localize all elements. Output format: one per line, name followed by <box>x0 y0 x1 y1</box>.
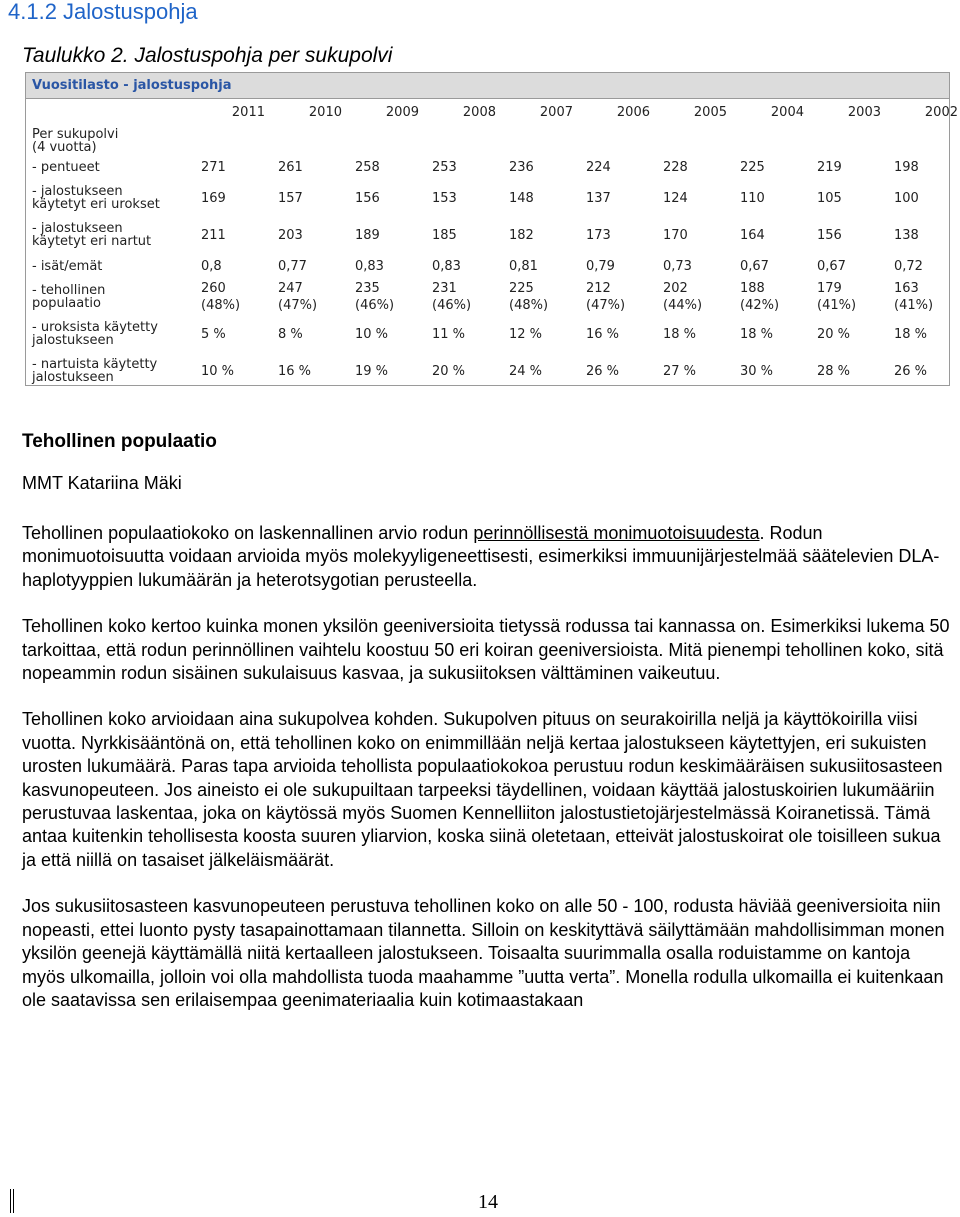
year-header-cell: 2002 <box>924 105 958 120</box>
cell-value: 156 <box>817 227 842 243</box>
table-cell <box>352 216 429 254</box>
cell-value: (42%) <box>740 298 780 313</box>
cell-value: 26 % <box>894 363 928 379</box>
table-cell <box>506 254 583 278</box>
empty-cell <box>352 126 429 155</box>
statistics-grid <box>26 99 960 390</box>
table-title: Vuositilasto - jalostuspohja <box>26 73 949 99</box>
row-label-line: - jalostukseen <box>32 221 123 236</box>
row-label <box>26 316 198 352</box>
cell-value: 24 % <box>509 363 543 379</box>
table-cell <box>275 180 352 216</box>
table-cell <box>506 352 583 390</box>
cell-value: 10 % <box>201 363 235 379</box>
diversity-link[interactable]: perinnöllisestä monimuotoisuudesta <box>473 523 760 543</box>
table-cell <box>198 155 275 180</box>
cell-value: 0,83 <box>432 258 461 274</box>
table-row <box>26 180 960 216</box>
row-label-line: populaatio <box>32 296 101 311</box>
cell-value: 188 <box>740 281 765 296</box>
cell-value: (46%) <box>355 298 395 313</box>
cell-value: 148 <box>509 190 534 206</box>
cell-value: 163 <box>894 281 919 296</box>
cell-value: (48%) <box>509 298 549 313</box>
cell-value: 16 % <box>586 326 620 342</box>
cell-value: 18 % <box>663 326 697 342</box>
cell-value: 20 % <box>817 326 851 342</box>
table-cell <box>429 278 506 316</box>
table-cell <box>583 155 660 180</box>
table-cell <box>583 278 660 316</box>
empty-cell <box>429 126 506 155</box>
empty-cell <box>275 126 352 155</box>
cell-value: 258 <box>355 160 380 175</box>
table-cell <box>891 180 960 216</box>
empty-cell <box>583 126 660 155</box>
table-cell <box>429 254 506 278</box>
year-header-cell: 2007 <box>539 105 573 120</box>
table-cell <box>506 216 583 254</box>
cell-value: 0,72 <box>894 258 923 274</box>
cell-value: 203 <box>278 227 303 243</box>
cell-value: 137 <box>586 190 611 206</box>
cell-value: 0,8 <box>201 258 222 274</box>
cell-value: 0,79 <box>586 258 615 274</box>
paragraph-4: Jos sukusiitosasteen kasvunopeuteen perustuva tehollinen koko on alle 50 - 100, rodusta häviää geeniversioita niin nopeasti, ettei luonto pysty tasapainottamaan tilannetta. Silloin on keskityttävä säilyttämään mahdollisimman monen yksilön geenejä käyttämällä niitä kertaalleen jalostukseen. Toisaalta suurimmalla osalla roduistamme on kantoja myös ulkomailla, jolloin voi olla mahdollista tuoda maahamme ”uutta verta”. Monella rodulla ulkomailla ei kuitenkaan ole saatavissa sen erilaisempaa geenimateriaalia kuin kotimaastakaan <box>22 896 945 1010</box>
margin-marker <box>10 1189 11 1213</box>
row-label-line: - uroksista käytetty <box>32 320 158 335</box>
cell-value: (48%) <box>201 298 241 313</box>
cell-value: 30 % <box>740 363 774 379</box>
cell-value: 235 <box>355 281 380 296</box>
table-cell <box>429 155 506 180</box>
year-header-cell: 2006 <box>616 105 650 120</box>
cell-value: 231 <box>432 281 457 296</box>
paragraph-1 <box>22 522 952 592</box>
table-cell <box>814 180 891 216</box>
table-cell <box>814 316 891 352</box>
table-cell <box>583 316 660 352</box>
cell-value: 105 <box>817 190 842 206</box>
cell-value: 124 <box>663 190 688 206</box>
cell-value: 169 <box>201 190 226 206</box>
cell-value: 8 % <box>278 326 303 342</box>
table-cell <box>814 155 891 180</box>
row-label <box>26 180 198 216</box>
table-row <box>26 316 960 352</box>
table-cell <box>891 278 960 316</box>
cell-value: 225 <box>740 160 765 175</box>
table-cell <box>660 316 737 352</box>
article <box>22 430 952 1035</box>
cell-value: (46%) <box>432 298 472 313</box>
page-number: 14 <box>478 1191 498 1213</box>
cell-value: 110 <box>740 190 765 206</box>
table-cell <box>660 155 737 180</box>
table-cell <box>737 155 814 180</box>
cell-value: 179 <box>817 281 842 296</box>
row-label-line: - nartuista käytetty <box>32 357 158 372</box>
row-label-line: jalostukseen <box>32 370 114 385</box>
table-cell <box>737 216 814 254</box>
row-label <box>26 352 198 390</box>
table-cell <box>429 216 506 254</box>
empty-cell <box>891 126 960 155</box>
article-author: MMT Katariina Mäki <box>22 473 182 493</box>
table-row <box>26 216 960 254</box>
row-label-line: käytetyt eri nartut <box>32 234 152 249</box>
cell-value: 212 <box>586 281 611 296</box>
row-label-line: (4 vuotta) <box>32 139 97 155</box>
table-row <box>26 352 960 390</box>
cell-value: 157 <box>278 190 303 206</box>
empty-cell <box>660 126 737 155</box>
margin-marker <box>13 1189 14 1213</box>
cell-value: 271 <box>201 160 226 175</box>
cell-value: (41%) <box>817 298 857 313</box>
cell-value: 236 <box>509 160 534 175</box>
cell-value: 253 <box>432 160 457 175</box>
table-cell <box>352 316 429 352</box>
table-cell <box>352 155 429 180</box>
empty-cell <box>814 126 891 155</box>
row-label <box>26 216 198 254</box>
table-cell <box>352 278 429 316</box>
article-heading: Tehollinen populaatio <box>22 431 217 452</box>
row-label-line: - jalostukseen <box>32 184 123 199</box>
table-cell <box>814 352 891 390</box>
table-cell <box>814 278 891 316</box>
table-cell <box>506 155 583 180</box>
row-label <box>26 126 198 155</box>
empty-cell <box>506 126 583 155</box>
paragraph-3: Tehollinen koko arvioidaan aina sukupolvea kohden. Sukupolven pituus on seurakoirilla neljä ja käyttökoirilla viisi vuotta. Nyrkkisääntönä on, että tehollinen koko on enimmillään neljä kertaa jalostukseen käytettyjen, eri sukuisten urosten lukumäärä. Paras tapa arvioida tehollista populaatiokokoa perustuu rodun keskimääräisen sukusiitosasteen kasvunopeuteen. Jos aineisto ei ole sukupuiltaan tarpeeksi täydellinen, voidaan käyttää jalostuskoirien lukumääriin perustuvaa laskentaa, joka on käytössä myös Suomen Kennelliiton jalostustietojärjestelmässä Koiranetissä. Tämä antaa kuitenkin tehollisesta koosta suuren yliarvion, koska siinä oletetaan, etteivät jalostuskoirat ole toisilleen sukua ja että niillä on tasaiset jälkeläismäärät. <box>22 709 943 870</box>
table-cell <box>352 254 429 278</box>
cell-value: 0,81 <box>509 258 538 274</box>
cell-value: 26 % <box>586 363 620 379</box>
row-label-line: Per sukupolvi <box>32 126 119 142</box>
table-cell <box>275 254 352 278</box>
table-cell <box>275 316 352 352</box>
year-header-cell: 2003 <box>847 105 881 120</box>
table-cell <box>198 180 275 216</box>
table-cell <box>660 180 737 216</box>
row-label-line: - isät/emät <box>32 258 103 274</box>
cell-value: (47%) <box>586 298 626 313</box>
cell-value: 228 <box>663 160 688 175</box>
table-cell <box>583 254 660 278</box>
cell-value: 219 <box>817 160 842 175</box>
table-cell <box>660 216 737 254</box>
cell-value: 5 % <box>201 326 226 342</box>
table-cell <box>737 254 814 278</box>
table-cell <box>660 254 737 278</box>
cell-value: 12 % <box>509 326 543 342</box>
paragraph-1-rest: . Rodun monimuotoisuutta voidaan arvioida myös molekyyligeneettisesti, esimerkiksi immuunijärjestelmää säätelevien DLA-haplotyyppien lukumäärän ja heterotsygotian perusteella. <box>22 523 940 590</box>
table-cell <box>891 155 960 180</box>
cell-value: 0,67 <box>817 258 846 274</box>
table-cell <box>506 316 583 352</box>
table-cell <box>891 254 960 278</box>
breeding-statistics-table <box>25 72 958 386</box>
cell-value: 18 % <box>740 326 774 342</box>
cell-value: 18 % <box>894 326 928 342</box>
table-cell <box>891 316 960 352</box>
table-cell <box>660 278 737 316</box>
empty-cell <box>198 126 275 155</box>
row-label-line: - pentueet <box>32 160 100 175</box>
cell-value: 0,77 <box>278 258 307 274</box>
cell-value: 173 <box>586 227 611 243</box>
table-cell <box>583 216 660 254</box>
table-row <box>26 155 960 180</box>
generation-label-row <box>26 126 960 155</box>
table-cell <box>814 216 891 254</box>
table-cell <box>198 216 275 254</box>
table-cell <box>275 352 352 390</box>
row-label-line: käytetyt eri urokset <box>32 197 160 212</box>
year-header-cell: 2009 <box>385 105 419 120</box>
table-cell <box>429 352 506 390</box>
table-cell <box>352 352 429 390</box>
row-label-line: - tehollinen <box>32 283 106 298</box>
table-cell <box>198 352 275 390</box>
row-label <box>26 278 198 316</box>
paragraph-1-text: Tehollinen populaatiokoko on laskennallinen arvio rodun <box>22 523 474 543</box>
cell-value: 182 <box>509 227 534 243</box>
table-cell <box>275 155 352 180</box>
table-cell <box>198 254 275 278</box>
section-heading: 4.1.2 Jalostuspohja <box>8 0 198 24</box>
cell-value: (41%) <box>894 298 934 313</box>
table-cell <box>506 180 583 216</box>
table-cell <box>660 352 737 390</box>
cell-value: 260 <box>201 281 226 296</box>
cell-value: 10 % <box>355 326 389 342</box>
cell-value: 0,73 <box>663 258 692 274</box>
cell-value: 156 <box>355 190 380 206</box>
table-cell <box>429 180 506 216</box>
cell-value: 11 % <box>432 326 466 342</box>
year-header-cell: 2005 <box>693 105 727 120</box>
year-header-cell: 2011 <box>231 105 265 120</box>
year-header-cell: 2008 <box>462 105 496 120</box>
row-label-line: jalostukseen <box>32 333 114 348</box>
cell-value: 153 <box>432 190 457 206</box>
cell-value: 261 <box>278 160 303 175</box>
table-cell <box>814 254 891 278</box>
table-cell <box>198 316 275 352</box>
table-cell <box>429 316 506 352</box>
row-label <box>26 254 198 278</box>
cell-value: 0,67 <box>740 258 769 274</box>
table-cell <box>737 352 814 390</box>
table-cell <box>891 216 960 254</box>
cell-value: 27 % <box>663 363 697 379</box>
paragraph-2: Tehollinen koko kertoo kuinka monen yksilön geeniversioita tietyssä rodussa tai kannassa on. Esimerkiksi lukema 50 tarkoittaa, että rodun perinnöllinen vaihtelu koostuu 50 eri koiran geeniversioista. Mitä pienempi tehollinen koko, sitä nopeammin rodun sisäinen sukulaisuus kasvaa, ja sukusiitoksen välttäminen vaikeutuu. <box>22 616 950 684</box>
cell-value: 16 % <box>278 363 312 379</box>
cell-value: 28 % <box>817 363 851 379</box>
table-cell <box>737 278 814 316</box>
table-cell <box>737 180 814 216</box>
cell-value: 224 <box>586 160 611 175</box>
table-cell <box>737 316 814 352</box>
table-cell <box>891 352 960 390</box>
cell-value: 189 <box>355 227 380 243</box>
table-row <box>26 254 960 278</box>
year-header-cell: 2004 <box>770 105 804 120</box>
cell-value: 225 <box>509 281 534 296</box>
cell-value: (44%) <box>663 298 703 313</box>
table-cell <box>275 216 352 254</box>
cell-value: 185 <box>432 227 457 243</box>
year-header-cell: 2010 <box>308 105 342 120</box>
table-cell <box>352 180 429 216</box>
row-label <box>26 155 198 180</box>
table-cell <box>506 278 583 316</box>
cell-value: 247 <box>278 281 303 296</box>
empty-cell <box>737 126 814 155</box>
cell-value: 100 <box>894 190 919 206</box>
table-cell <box>275 278 352 316</box>
cell-value: 20 % <box>432 363 466 379</box>
table-cell <box>583 180 660 216</box>
table-caption: Taulukko 2. Jalostuspohja per sukupolvi <box>22 44 393 67</box>
cell-value: 19 % <box>355 363 389 379</box>
cell-value: (47%) <box>278 298 318 313</box>
cell-value: 211 <box>201 227 226 243</box>
cell-value: 138 <box>894 227 919 243</box>
header-corner-cell <box>26 99 198 126</box>
cell-value: 164 <box>740 227 765 243</box>
table-cell <box>198 278 275 316</box>
table-cell <box>583 352 660 390</box>
table-row <box>26 278 960 316</box>
cell-value: 202 <box>663 281 688 296</box>
year-header-row <box>26 99 960 126</box>
cell-value: 170 <box>663 227 688 243</box>
cell-value: 198 <box>894 160 919 175</box>
cell-value: 0,83 <box>355 258 384 274</box>
